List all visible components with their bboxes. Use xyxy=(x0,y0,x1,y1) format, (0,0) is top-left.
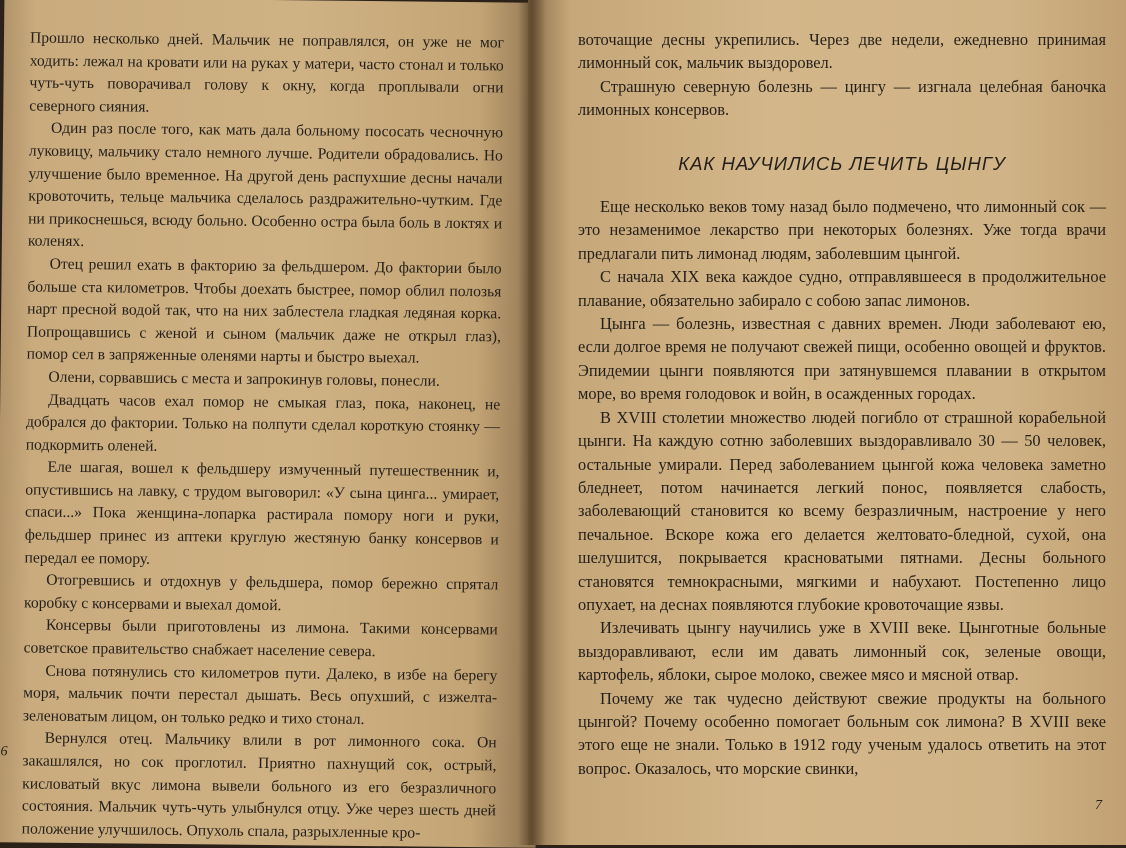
paragraph: Снова потянулись сто километров пути. Далеко, в избе на берегу моря, мальчик почти перестал дышать. Весь опухший, с изжелта-зеленоватым лицом, он только редко и тихо стонал. xyxy=(22,662,498,728)
paragraph: Еле шагая, вошел к фельдшеру измученный путешественник и, опустившись на лавку, с трудом выговорил: «У сына цинга... умирает, спаси...» Пока женщина-лопарка растирала помору ноги и руки, фельдшер принес из аптеки круглую жестяную банку консервов и передал ее помору. xyxy=(24,458,500,568)
paragraph: Излечивать цынгу научились уже в XVIII веке. Цынготные больные выздоравливают, если им давать лимонный сок, зеленые овощи, картофель, яблоки, сырое молоко, свежее мясо и мясной отвар. xyxy=(578,618,1106,685)
paragraph: Двадцать часов ехал помор не смыкая глаз, пока, наконец, не добрался до фактории. Только на полпути сделал короткую стоянку — подкормить оленей. xyxy=(25,391,501,455)
paragraph: Один раз после того, как мать дала больному пососать чесночную луковицу, мальчику стало немного лучше. Родители обрадовались. Но улучшение было временное. На другой день распухшие десны начали кровоточить, тельце мальчика сделалось раздражительно-чутким. Где ни прикоснешься, всюду больно. Особенно остра была боль в локтях и коленях. xyxy=(27,120,504,251)
right-page xyxy=(528,0,1126,845)
page-number-left: 6 xyxy=(0,744,8,760)
paragraph: Почему же так чудесно действуют свежие продукты на больного цынгой? Почему особенно помогает больным сок лимона? В XVIII веке этого еще не знали. Только в 1912 году ученым удалось ответить на этот вопрос. Оказалось, что морские свинки, xyxy=(578,688,1106,778)
paragraph: Еще несколько веков тому назад было подмечено, что лимонный сок — это незаменимое лекарство при некоторых болезнях. Уже тогда врачи предлагали пить лимонад людям, заболевшим цынгой. xyxy=(578,197,1106,263)
paragraph: Олени, сорвавшись с места и запрокинув головы, понесли. xyxy=(48,368,440,390)
paragraph: Цынга — болезнь, известная с давних времен. Люди заболевают ею, если долгое время не получают свежей пищи, особенно овощей и фруктов. Эпидемии цынги появляются при затянувшемся плавании в открытом море, во время голодовок и войн, в осажденных городах. xyxy=(578,314,1106,404)
paragraph: С начала XIX века каждое судно, отправлявшееся в продолжительное плавание, обязательно забирало с собою запас лимонов. xyxy=(578,267,1106,310)
paragraph: Консервы были приготовлены из лимона. Такими консервами советское правительство снабжает население севера. xyxy=(23,617,498,661)
paragraph: Отогревшись и отдохнув у фельдшера, помор бережно спрятал коробку с консервами и выехал домой. xyxy=(24,571,499,614)
page-number-right: 7 xyxy=(1095,797,1102,813)
paragraph: Прошло несколько дней. Мальчик не поправлялся, он уже не мог ходить: лежал на кровати или на руках у матери, часто стонал и только чуть-чуть поворачивал голову к окну, когда проплывали огни северного сияния. xyxy=(29,29,505,116)
section-heading: КАК НАУЧИЛИСЬ ЛЕЧИТЬ ЦЫНГУ xyxy=(678,152,1006,174)
paragraph: В XVIII столетии множество людей погибло от страшной корабельной цынги. На каждую сотню заболевших выздоравливало 30 — 50 человек, остальные умирали. Перед заболеванием цынгой кожа человека заметно бледнеет, потом начинается легкий понос, появляется слабость, заболевающий становится ко всему безразличным, настроение у него печальное. Вскоре кожа его делается желтовато-бледной, сухой, она шелушится, покрывается красноватыми пятнами. Десны больного становятся темнокрасными, мягкими и набухают. Постепенно лицо опухает, на деснах появляются глубокие кровоточащие язвы. xyxy=(578,407,1106,614)
paragraph: Вернулся отец. Мальчику влили в рот лимонного сока. Он закашлялся, но сок проглотил. Приятно пахнущий сок, острый, кисловатый вкус лимона вывели больного из его безразличного состояния. Мальчик чуть-чуть улыбнулся отцу. Уже через шесть дней положение улучшилось. Опухоль спала, разрыхленные кро- xyxy=(21,730,497,842)
paragraph: Страшную северную болезнь — цингу — изгнала целебная баночка лимонных консервов. xyxy=(578,76,1106,120)
paragraph: воточащие десны укрепились. Через две недели, ежедневно принимая лимонный сок, мальчик выздоровел. xyxy=(578,30,1106,73)
left-page xyxy=(0,0,544,848)
paragraph: Отец решил ехать в факторию за фельдшером. До фактории было больше ста километров. Чтобы доехать быстрее, помор облил полозья нарт пресной водой так, что на них заблестела гладкая ледяная корка. Попрощавшись с женой и сыном (мальчик даже не открыл глаз), помор сел в запряженные оленями нарты и быстро выехал. xyxy=(26,255,502,367)
